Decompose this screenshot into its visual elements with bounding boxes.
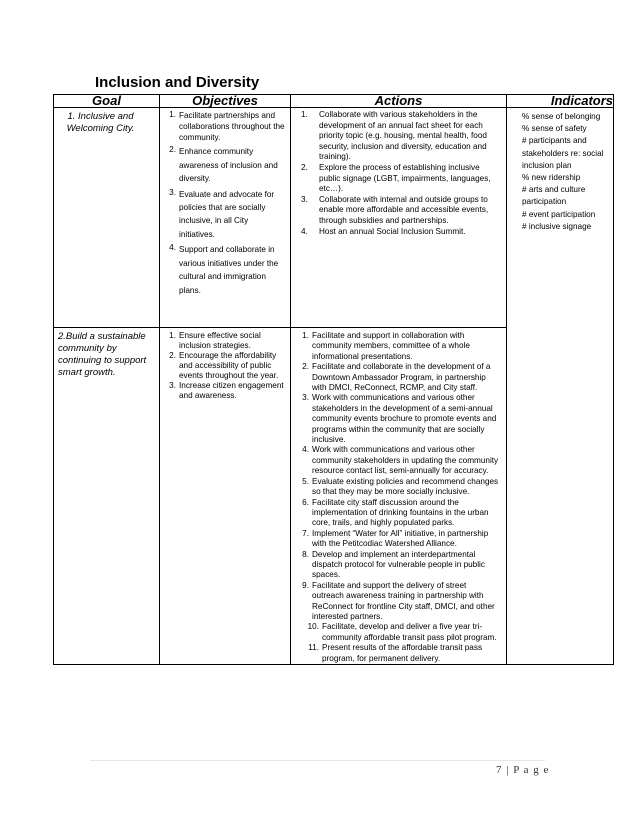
list-item: # participants and stakeholders re: social inclusion plan	[513, 135, 609, 172]
objectives-cell	[160, 328, 291, 665]
indicators-list	[507, 108, 613, 233]
checkbox-glyph-icon	[513, 184, 522, 208]
inclusion-table	[53, 94, 614, 665]
list-item: % sense of safety	[513, 123, 609, 135]
list-item: # arts and culture participation	[513, 184, 609, 208]
list-item: 2. Facilitate and collaborate in the development of a Downtown Ambassador Program, in partnership with DMCI, ReConnect, RCMP, and City staff.	[302, 362, 491, 393]
list-item: 2. Encourage the affordability and accessibility of public events throughout the year.	[169, 351, 279, 380]
list-item: 3. Work with communications and various other stakeholders in the development of a semi-annual community events brochure to promote events and programs within the community that are socially inclusive.	[302, 393, 497, 445]
page-number: 7 | P a g e	[496, 764, 550, 776]
goal-cell	[54, 108, 160, 328]
section-title: Inclusion and Diversity	[95, 74, 260, 91]
list-item: 1. Ensure effective social inclusion strategies.	[169, 331, 261, 350]
list-item: 4. Support and collaborate in various initiatives under the cultural and immigration plans.	[169, 243, 279, 295]
header-actions: Actions	[291, 95, 507, 108]
objectives-cell	[160, 108, 291, 328]
list-item: 2. Explore the process of establishing inclusive public signage (LGBT, impairments, languages, etc…).	[301, 162, 491, 194]
objectives-list	[160, 328, 290, 401]
list-item: 3. Increase citizen engagement and awareness.	[169, 381, 284, 400]
actions-cell	[291, 108, 507, 328]
list-item: 10. Facilitate, develop and deliver a five year tri-community affordable transit pass pilot program.	[307, 622, 497, 642]
list-item: 8. Develop and implement an interdepartmental dispatch protocol for vulnerable people in public spaces.	[302, 549, 485, 580]
goal-text: 2.Build a sustainable community by continuing to support smart growth.	[58, 331, 147, 378]
list-item: # inclusive signage	[513, 221, 609, 233]
checkbox-glyph-icon	[513, 221, 522, 233]
goal-cell	[54, 328, 160, 665]
indicators-cell	[507, 108, 614, 665]
list-item: 1. Collaborate with various stakeholders in the development of an annual fact sheet for each priority topic (e.g. housing, mental health, food security, inclusion and diversity, education and training).	[301, 110, 487, 162]
list-item: 2. Enhance community awareness of inclusion and diversity.	[169, 145, 278, 183]
header-objectives: Objectives	[160, 95, 291, 108]
checkbox-glyph-icon	[513, 135, 522, 172]
list-item: 6. Facilitate city staff discussion around the implementation of drinking fountains in the urban core, trails, and highly populated parks.	[302, 497, 489, 528]
list-item: 1. Facilitate and support in collaboration with community members, committee of a whole informational presentations.	[302, 331, 470, 361]
goal-text: 1. Inclusive and Welcoming City.	[66, 111, 135, 134]
list-item: 9. Facilitate and support the delivery of street outreach awareness training in partnership with ReConnect for frontline City staff, DMCI, and other interested partners.	[302, 580, 495, 621]
list-item: 3. Evaluate and advocate for policies that are socially inclusive, in all City initiatives.	[169, 187, 275, 239]
header-indicators: Indicators	[507, 95, 614, 108]
list-item: 4. Host an annual Social Inclusion Summit.	[301, 226, 466, 236]
table-row	[54, 108, 614, 328]
list-item: 5. Evaluate existing policies and recommend changes so that they may be more socially inclusive.	[302, 476, 499, 497]
actions-list	[291, 328, 506, 664]
header-row	[54, 95, 614, 108]
checkbox-glyph-icon	[513, 172, 522, 184]
checkbox-glyph-icon	[513, 111, 522, 123]
actions-cell	[291, 328, 507, 665]
list-item: # event participation	[513, 209, 609, 221]
list-item: 4. Work with communications and various other community stakeholders in updating the community resource contact list, semi-annually for accuracy.	[302, 445, 499, 476]
list-item: 3. Collaborate with internal and outside groups to enable more affordable and accessible events, through subsidies and partnerships.	[301, 194, 489, 225]
objectives-list	[160, 108, 290, 297]
footer-divider	[90, 760, 545, 761]
list-item: % sense of belonging	[513, 111, 609, 123]
list-item: % new ridership	[513, 172, 609, 184]
list-item: 7. Implement “Water for All” initiative, in partnership with the Petitcodiac Watershed Alliance.	[302, 528, 489, 549]
actions-list	[291, 108, 506, 237]
header-goal: Goal	[54, 95, 160, 108]
checkbox-glyph-icon	[513, 209, 522, 221]
checkbox-glyph-icon	[513, 123, 522, 135]
list-item: 11. Present results of the affordable transit pass program, for permanent delivery.	[308, 643, 483, 663]
list-item: 1. Facilitate partnerships and collaborations throughout the community.	[169, 110, 285, 142]
